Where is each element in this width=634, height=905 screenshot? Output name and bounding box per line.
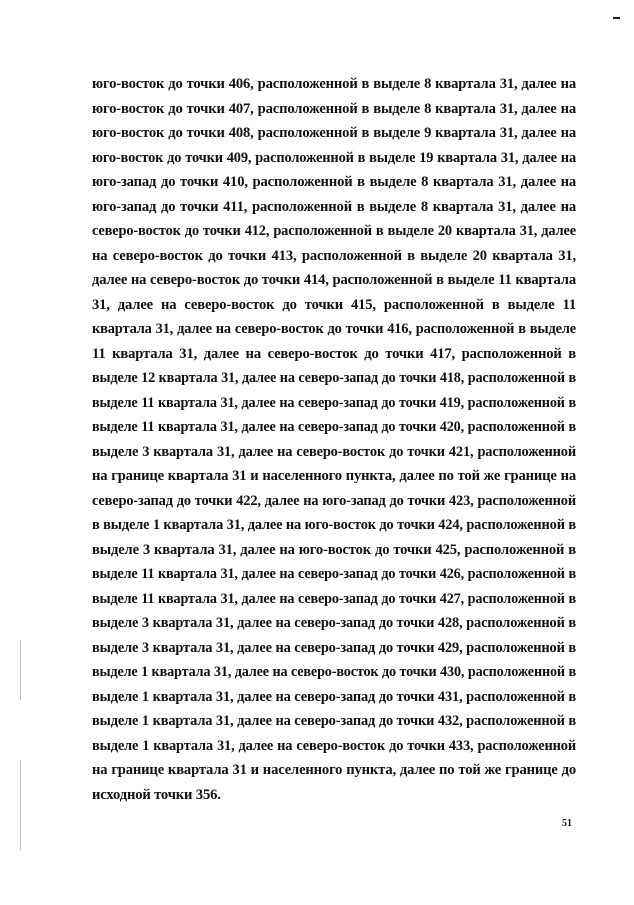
text-line: выделе 11 квартала 31, далее на северо-запад до точки 419, расположенной в [92,394,576,411]
text-line: выделе 1 квартала 31, далее на северо-восток до точки 433, расположенной [92,737,576,754]
text-line: выделе 11 квартала 31, далее на северо-запад до точки 427, расположенной в [92,590,576,607]
text-line: выделе 3 квартала 31, далее на северо-запад до точки 428, расположенной в [92,615,576,631]
text-line: выделе 3 квартала 31, далее на северо-запад до точки 429, расположенной в [92,639,576,656]
text-line: юго-восток до точки 408, расположенной в выделе 9 квартала 31, далее на [92,125,576,141]
scan-artifact [20,760,21,850]
body-text [92,72,576,807]
text-line: в выделе 1 квартала 31, далее на юго-восток до точки 424, расположенной в [92,517,576,533]
text-line: северо-восток до точки 412, расположенной в выделе 20 квартала 31, далее [92,223,576,239]
text-line: исходной точки 356. [92,786,221,803]
text-line: выделе 1 квартала 31, далее на северо-восток до точки 430, расположенной в [92,664,576,680]
scan-mark [613,17,620,19]
text-line: далее на северо-восток до точки 414, расположенной в выделе 11 квартала [92,272,576,288]
text-line: юго-восток до точки 409, расположенной в выделе 19 квартала 31, далее на [92,149,576,166]
text-line: на северо-восток до точки 413, расположенной в выделе 20 квартала 31, [92,247,576,264]
text-line: выделе 11 квартала 31, далее на северо-запад до точки 420, расположенной в [92,419,576,435]
text-line: выделе 3 квартала 31, далее на юго-восток до точки 425, расположенной в [92,541,576,558]
text-line: на границе квартала 31 и населенного пункта, далее по той же границе до [92,762,576,778]
page-number: 51 [562,818,572,829]
text-line: квартала 31, далее на северо-восток до точки 416, расположенной в выделе [92,321,576,337]
text-line: юго-восток до точки 406, расположенной в выделе 8 квартала 31, далее на [92,76,576,92]
text-line: выделе 1 квартала 31, далее на северо-запад до точки 432, расположенной в [92,713,576,729]
text-line: выделе 3 квартала 31, далее на северо-восток до точки 421, расположенной [92,443,576,460]
scan-artifact [20,640,21,700]
text-line: юго-восток до точки 407, расположенной в выделе 8 квартала 31, далее на [92,100,576,117]
text-line: северо-запад до точки 422, далее на юго-запад до точки 423, расположенной [92,492,576,509]
text-line: выделе 1 квартала 31, далее на северо-запад до точки 431, расположенной в [92,688,576,705]
text-line: юго-запад до точки 411, расположенной в выделе 8 квартала 31, далее на [92,198,576,215]
text-line: выделе 11 квартала 31, далее на северо-запад до точки 426, расположенной в [92,566,576,582]
text-line: на границе квартала 31 и населенного пункта, далее по той же границе на [92,468,576,484]
text-line: выделе 12 квартала 31, далее на северо-запад до точки 418, расположенной в [92,370,576,386]
text-line: 11 квартала 31, далее на северо-восток до точки 417, расположенной в [92,345,576,362]
text-line: юго-запад до точки 410, расположенной в выделе 8 квартала 31, далее на [92,174,576,190]
text-line: 31, далее на северо-восток до точки 415, расположенной в выделе 11 [92,296,576,313]
